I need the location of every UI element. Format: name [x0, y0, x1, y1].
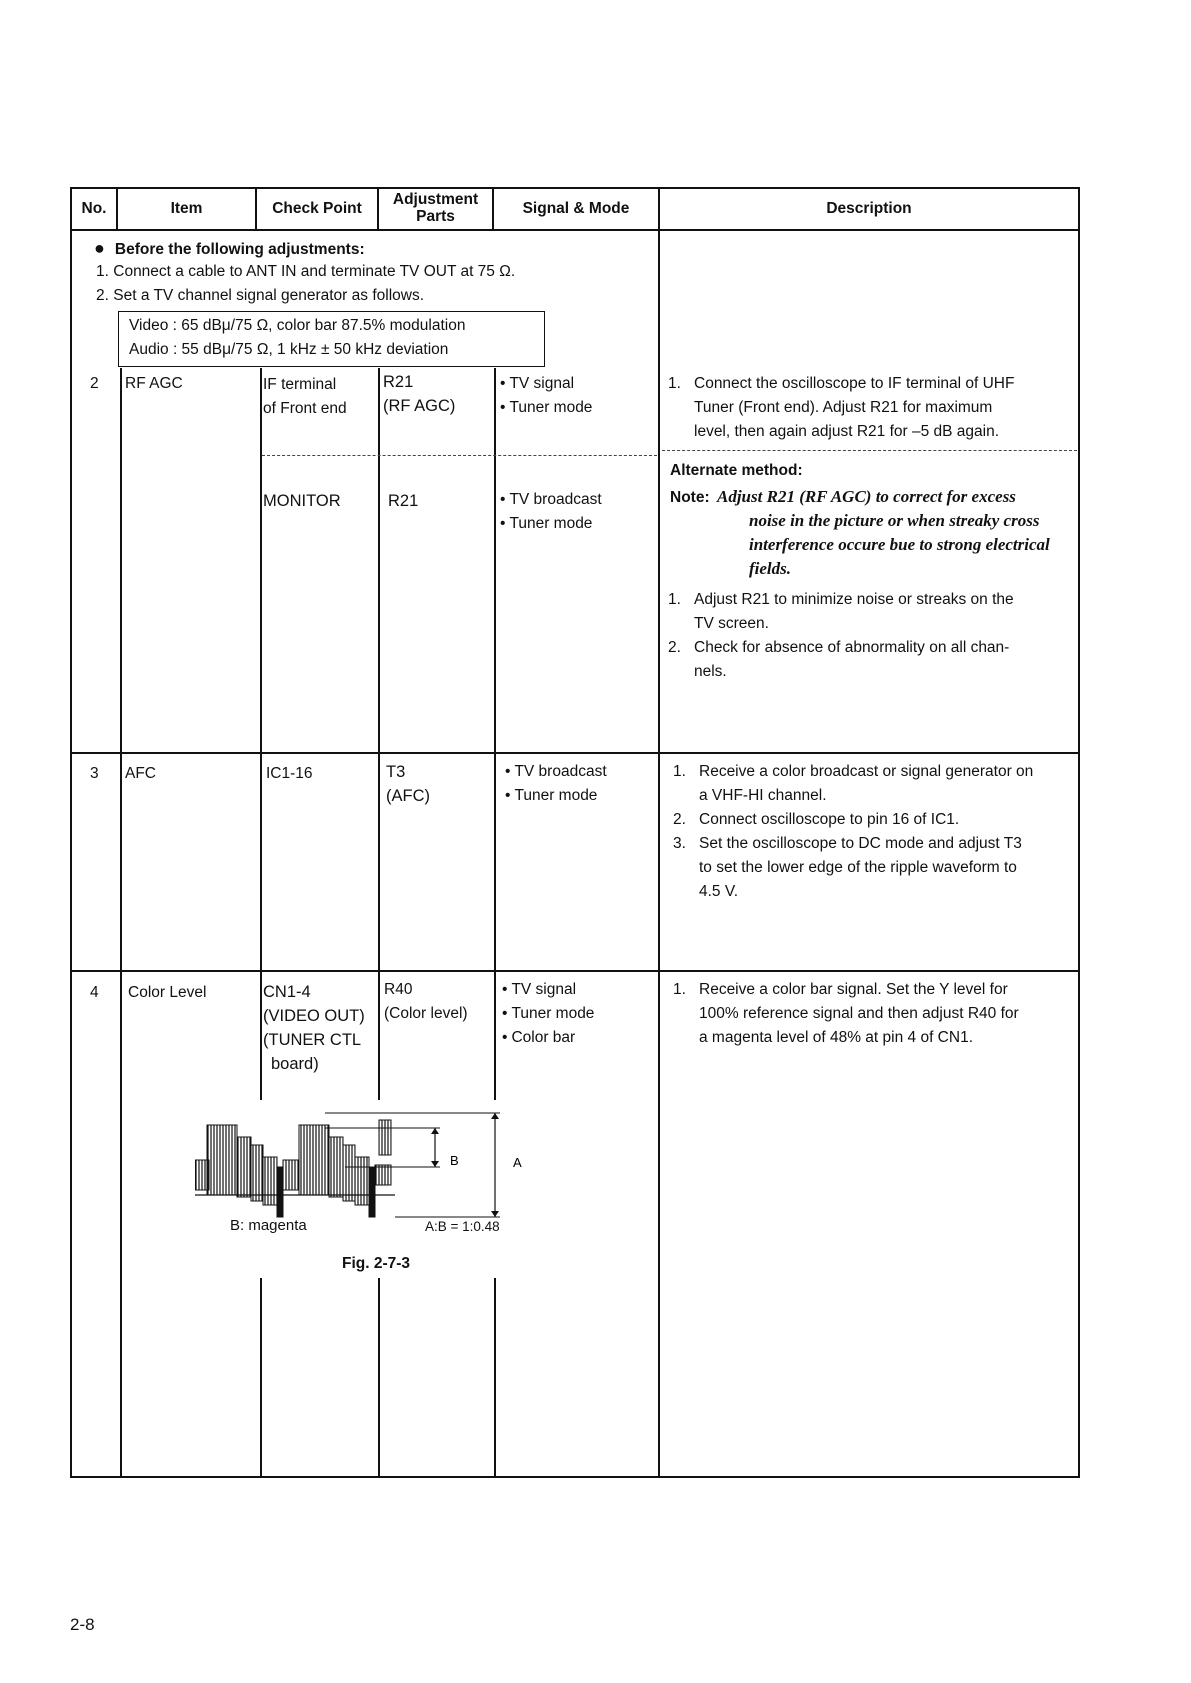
- alternate-method-title: Alternate method:: [670, 462, 803, 479]
- figure-title: Fig. 2-7-3: [342, 1255, 411, 1272]
- header-description: Description: [826, 200, 912, 217]
- header-signal-mode: Signal & Mode: [522, 200, 630, 217]
- row-description: 1. Connect the oscilloscope to IF terminal of UHF Tuner (Front end). Adjust R21 for maximum level, then again adjust R21 for –5 dB again.: [668, 375, 1015, 440]
- note-label: Note:: [670, 489, 710, 506]
- label-a: A: [513, 1155, 522, 1170]
- row-check-point: IF terminal of Front end: [263, 376, 347, 417]
- color-bar-waveform-figure: [195, 1105, 555, 1225]
- color-signal: • TV signal • Tuner mode • Color bar: [502, 978, 594, 1050]
- color-check-point: CN1-4 (VIDEO OUT) (TUNER CTL board): [263, 983, 365, 1073]
- pre-step-1: 1. Connect a cable to ANT IN and terminate TV OUT at 75 Ω.: [96, 263, 516, 280]
- color-row-no: 4: [90, 984, 99, 1001]
- figure-caption-right: A:B = 1:0.48: [425, 1219, 500, 1234]
- afc-check-point: IC1-16: [266, 765, 313, 782]
- row-item: RF AGC: [125, 375, 183, 392]
- alt-parts: R21: [388, 492, 419, 510]
- header-check-point: Check Point: [272, 200, 362, 217]
- header-item: Item: [170, 200, 203, 217]
- header-no: No.: [81, 200, 107, 217]
- waveform-bars: [195, 1120, 391, 1217]
- afc-row-item: AFC: [125, 765, 156, 782]
- color-row-item: Color Level: [128, 984, 207, 1001]
- alt-signal: • TV broadcast • Tuner mode: [500, 488, 602, 536]
- label-b: B: [450, 1153, 459, 1168]
- afc-description: 1. Receive a color broadcast or signal generator on a VHF-HI channel. 2. Connect oscilloscope to pin 16 of IC1. 3. Set the oscilloscope to DC mode and adjust T3 to set the lower edge of the ripple waveform to 4.5 V.: [673, 763, 1034, 900]
- figure-caption-left: B: magenta: [230, 1217, 307, 1234]
- color-parts: R40 (Color level): [384, 981, 468, 1022]
- row-no: 2: [90, 375, 99, 392]
- afc-row-no: 3: [90, 765, 99, 782]
- audio-setting: Audio : 55 dBμ/75 Ω, 1 kHz ± 50 kHz deviation: [129, 341, 449, 358]
- pre-title: ● Before the following adjustments:: [94, 238, 365, 258]
- note-text: Adjust R21 (RF AGC) to correct for excess noise in the picture or when streaky cross interference occure bue to strong electrical fields.: [717, 487, 1050, 578]
- alt-steps: 1. Adjust R21 to minimize noise or streaks on the TV screen. 2. Check for absence of abnormality on all chan- nels.: [668, 591, 1014, 680]
- pre-step-2: 2. Set a TV channel signal generator as follows.: [96, 287, 425, 304]
- row-signal: • TV signal • Tuner mode: [500, 372, 592, 420]
- signal-generator-settings-box: [118, 311, 545, 367]
- color-description: 1. Receive a color bar signal. Set the Y level for 100% reference signal and then adjust R40 for a magenta level of 48% at pin 4 of CN1.: [673, 981, 1019, 1046]
- video-setting: Video : 65 dBμ/75 Ω, color bar 87.5% modulation: [129, 317, 466, 334]
- alt-check-point: MONITOR: [263, 492, 341, 510]
- afc-parts: T3 (AFC): [386, 763, 430, 805]
- row-parts: R21 (RF AGC): [383, 373, 456, 415]
- afc-signal: • TV broadcast • Tuner mode: [505, 760, 607, 808]
- header-adjustment-parts: Adjustment Parts: [392, 191, 479, 225]
- page-number: 2-8: [70, 1615, 95, 1634]
